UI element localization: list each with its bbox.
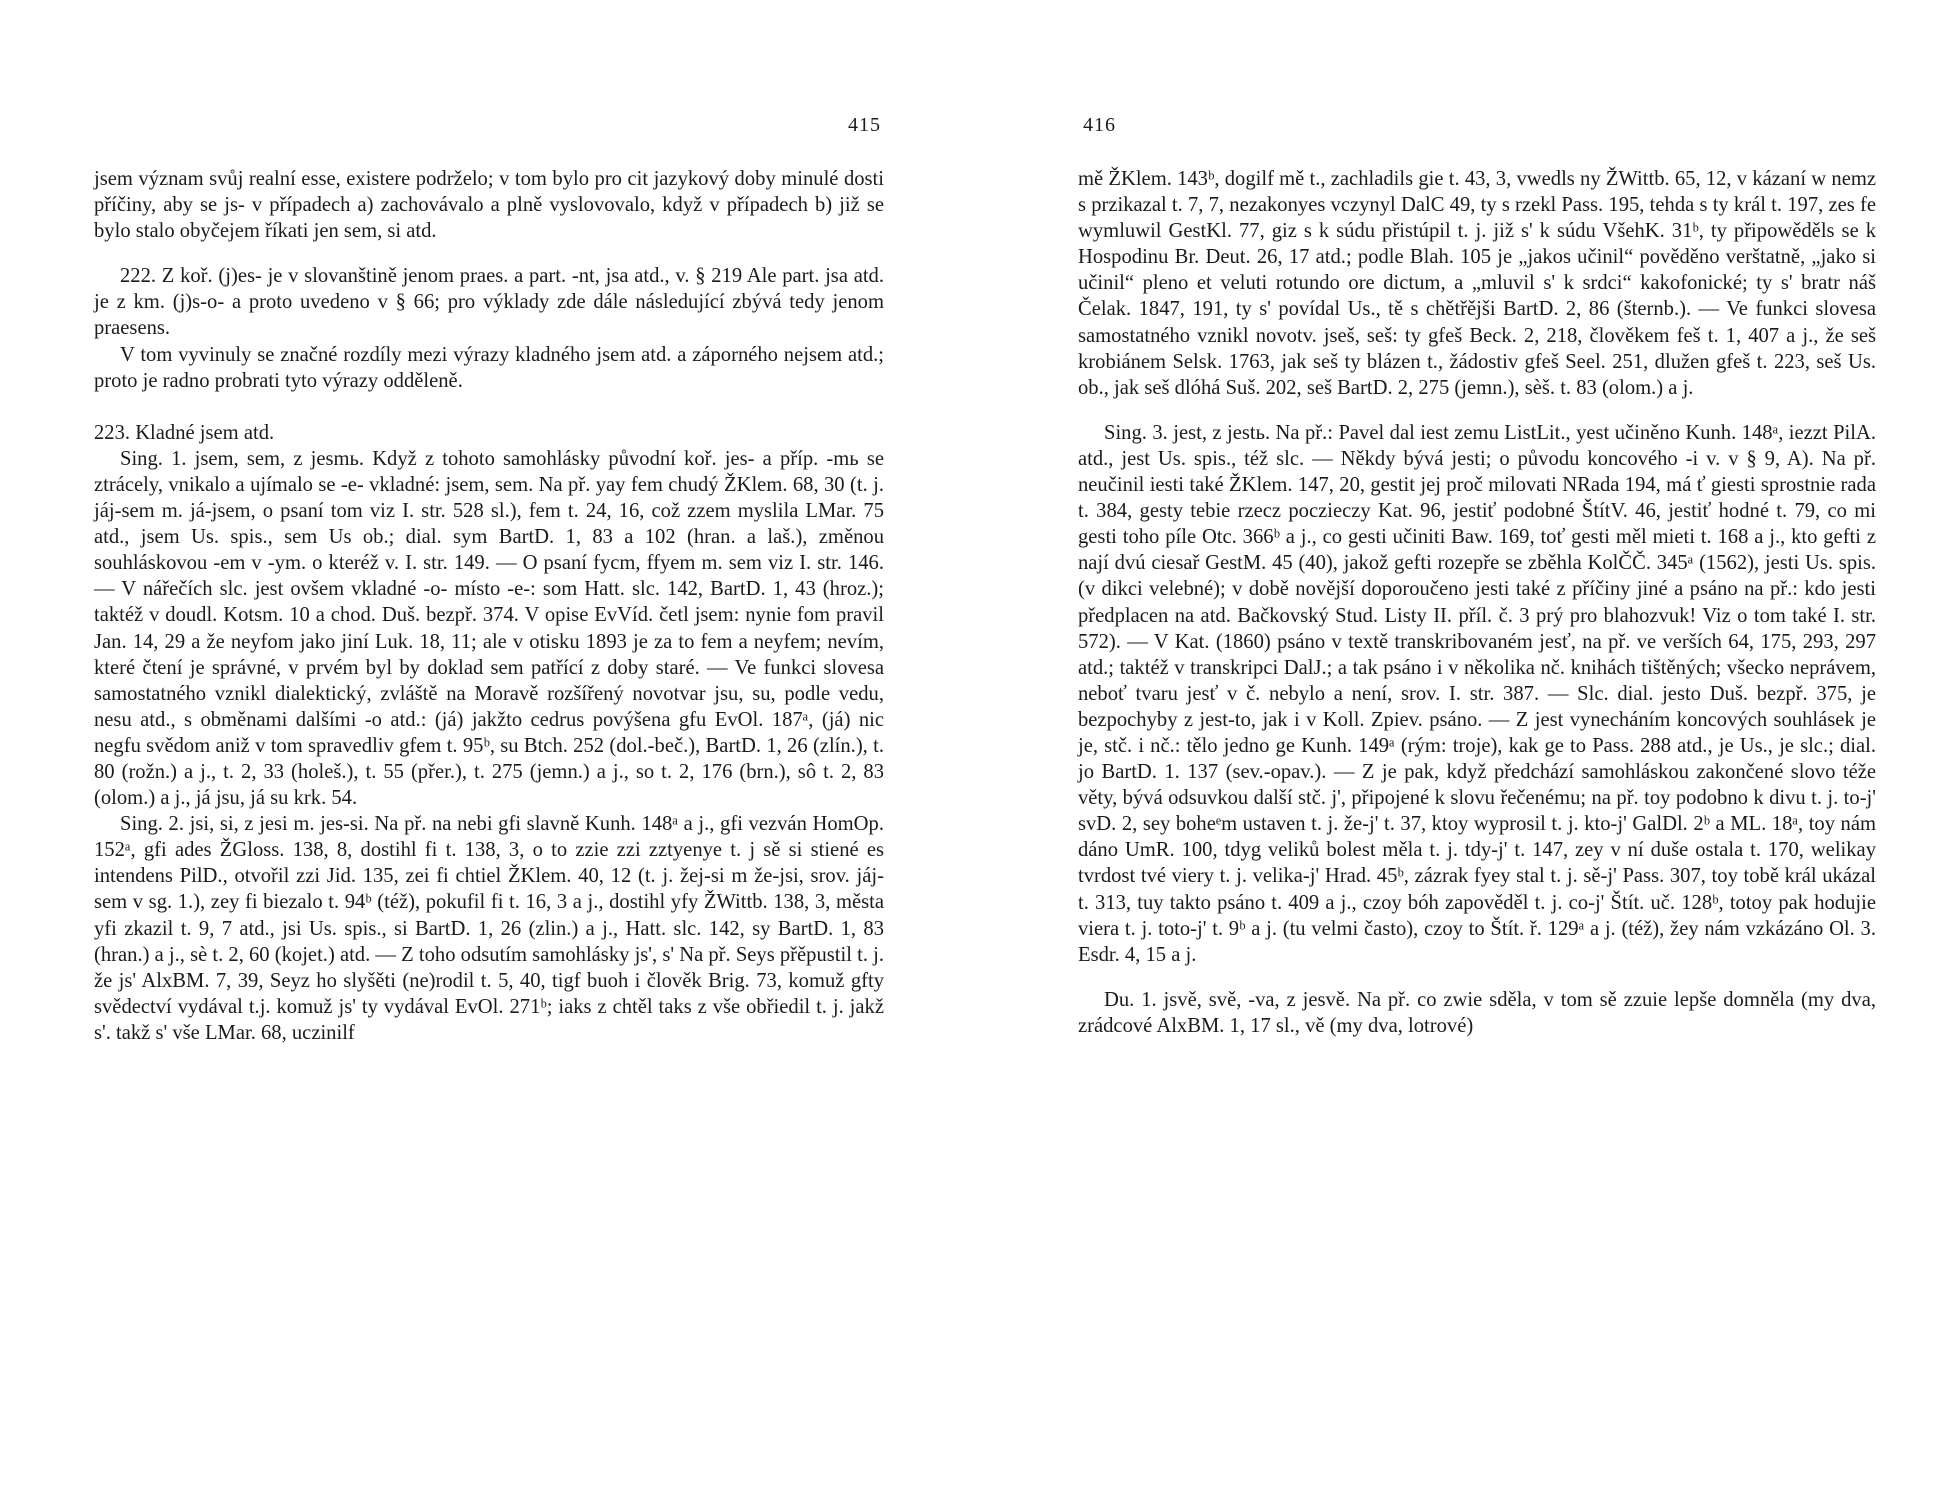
page-number-left: 415 [848,114,881,136]
section-222: 222. Z koř. (j)es- je v slovanštině jenom praes. a part. -nt, jsa atd., v. § 219 Ale part. jsa atd. je z km. (j)s-o- a proto uvedeno v § 66; pro výklady zde dále následující zbývá tedy jenom praesens. [94,265,884,340]
page-number-right: 416 [1083,114,1116,136]
right-column [1078,166,1876,1039]
paragraph: mě ŽKlem. 143ᵇ, dogilf mě t., zachladils gie t. 43, 3, vwedls ny ŽWittb. 65, 12, v kázaní w nemz s przikazal t. 7, 7, nezakonyes vczynyl DalC 49, ty s rzekl Pass. 195, tehda s ty král t. 197, zes fe wymluwil GestKl. 77, giz s k súdu přistúpil t. j. již s' k súdu VšehK. 31ᵇ, ty připowěděls se k Hospodinu Br. Deut. 26, 17 atd.; podle Blah. 105 je „jakos učinil“ pověděno verštatně, „jako si učinil“ pleno et veluti rotundo ore dictum, a „mluvil s' k srdci“ kakofonické; ty s' bratr náš Čelak. 1847, 191, ty s' povídal Us., tě s chětřějši BartD. 2, 86 (šternb.). — Ve funkci slovesa samostatného vznikl novotv. jseš, seš: ty gfeš Beck. 2, 218, člověkem feš t. 1, 407 a j., že seš krobiánem Selsk. 1763, jak seš ty blázen t., žádostiv gfeš Seel. 251, dlužen gfeš t. 223, seš Us. ob., jak seš dlóhá Suš. 202, seš BartD. 2, 275 (jemn.), sèš. t. 83 (olom.) a j. [1078,168,1876,399]
sing-2-paragraph: Sing. 2. jsi, si, z jesi m. jes-si. Na př. na nebi gfi slavně Kunh. 148ᵃ a j., gfi vezván HomOp. 152ᵃ, gfi ades ŽGloss. 138, 8, dostihl fi t. 138, 3, o to zzie zzi zztyenye t. j sě si stiené es intendens PilD., otvořil zzi Jid. 135, zei fi chtiel ŽKlem. 40, 12 (t. j. žej-si m že-jsi, srov. jáj-sem v sg. 1.), zey fi biezalo t. 94ᵇ (též), pokufil fi t. 16, 3 a j., dostihl yfy ŽWittb. 138, 3, města yfi zkazil t. 9, 7 atd., jsi Us. spis., si BartD. 1, 26 (zlin.) a j., Hatt. slc. 142, sy BartD. 1, 83 (hran.) a j., sè t. 2, 60 (kojet.) atd. — Z toho odsutím samohlásky js', s' Na př. Seys přěpustil t. j. že js' AlxBM. 7, 39, Seyz ho slyšěti (ne)rodil t. 5, 40, tigf buoh i člověk Brig. 73, komuž gfty svědectví vydával t.j. komuž js' ty vydával EvOl. 271ᵇ; iaks z chtěl taks z vše obřiedil t. j. jakž s'. takž s' vše LMar. 68, uczinilf [94,813,884,1044]
sing-3-paragraph: Sing. 3. jest, z jestь. Na př.: Pavel dal iest zemu ListLit., yest učiněno Kunh. 148ᵃ, iezzt PilA. atd., jest Us. spis., též slc. — Někdy bývá jesti; o původu koncového -i v. v § 9, A). Na př. neučinil iesti také ŽKlem. 147, 20, gestit jej proč milovati NRada 194, má ť giesti sprostnie rada t. 384, gesty tebie rzecz poczieczy Kat. 96, jestiť podobné ŠtítV. 46, jestiť hodné t. 79, co mi gesti toho píle Otc. 366ᵇ a j., co gesti učiniti Baw. 169, toť gesti měl mieti t. 168 a j., kto gefti z nají dvú ciesař GestM. 45 (40), jakož gefti rozepře se zběhla KolČČ. 345ᵃ (1562), jesti Us. spis. (v dikci velebné); v době novější doporoučeno jesti také z příčiny jiné a psáno na př.: kdo jesti předplacen na atd. Bačkovský Stud. Listy II. příl. č. 3 prý pro blahozvuk! Viz o tom také I. str. 572). — V Kat. (1860) psáno v textě transkribovaném jesť, na př. ve verších 64, 175, 293, 297 atd.; taktéž v transkripci DalJ.; a tak psáno i v několika nč. knihách tištěných; všecko neprávem, neboť tvaru jesť v č. nebylo a není, srov. I. str. 387. — Slc. dial. jesto Duš. bezpř. 375, je bezpochyby z jest-to, jak i v Koll. Zpiev. psáno. — Z jest vynecháním koncových souhlásek je je, stč. i nč.: tělo jedno ge Kunh. 149ᵃ (rým: troje), kak ge to Pass. 288 atd., je Us., je slc.; dial. jo BartD. 1. 137 (sev.-opav.). — Z je pak, když předchází samohláskou zakončené slovo téže věty, bývá odsuvkou další stč. j', připojené k slovu řečenému; na př. toy podobno k divu t. j. to-j' svD. 2, sey boheᵉm ustaven t. j. že-j' t. 37, ktoy wyprosil t. j. kto-j' GalDl. 2ᵇ a ML. 18ᵃ, toy nám dáno UmR. 100, tdyg veliků bolest měla t. j. tdy-j' t. 147, zey v ní duše ostala t. 170, welikay tvrdost tvé viery t. j. velika-j' Hrad. 45ᵇ, zázrak fyey stal t. j. sě-j' Pass. 307, toy tobě král ukázal t. 313, tuy takto psáno t. 409 a j., czoy bóh zapověděl t. j. co-j' Štít. uč. 128ᵇ, totoy pak hodujie viera t. j. toto-j' t. 9ᵇ a j. (tu velmi často), czoy to Štít. ř. 129ᵃ a j. (též), žey nám vzkázáno Ol. 3. Esdr. 4, 15 a j. [1078,421,1876,966]
paragraph: jsem význam svůj realní esse, existere podrželo; v tom bylo pro cit jazykový doby minulé dosti příčiny, aby se js- v případech a) zachovávalo a plně vyslovovalo, když v případech b) již se bylo stalo obyčejem říkati jen sem, si atd. [94,168,884,243]
sing-1-paragraph: Sing. 1. jsem, sem, z jesmь. Když z tohoto samohlásky původní koř. jes- a příp. -mь se ztrácely, vnikalo a ujímalo se -e- vkladné: jsem, sem. Na př. yay fem chudý ŽKlem. 68, 30 (t. j. jáj-sem m. já-jsem, o psaní tom viz I. str. 528 sl.), fem t. 24, 16, což zzem myslila LMar. 75 atd., jsem Us. spis., sem Us ob.; dial. sym BartD. 1, 83 a 102 (hran. a laš.), změnou souhláskovou -em v -ym. o kteréž v. I. str. 149. — O psaní fycm, ffyem m. sem viz I. str. 146. — V nářečích slc. jest ovšem vkladné -o- místo -e-: som Hatt. slc. 142, BartD. 1, 43 (hroz.); taktéž v doudl. Kotsm. 10 a chod. Duš. bezpř. 374. V opise EvVíd. četl jsem: nynie fom pravil Jan. 14, 29 a že neyfom jako jiní Luk. 18, 11; ale v otisku 1893 je za to fem a neyfem; nevím, které čtení je správné, v prvém byl by doklad sem patřící z doby staré. — Ve funkci slovesa samostatného vznikl dialektický, zvláště na Moravě rozšířený novotvar jsu, su, podle vedu, nesu atd., s obměnami dalšími -o atd.: (já) jakžto cedrus povýšena gfu EvOl. 187ᵃ, (já) nic negfu svědom aniž v tom spravedliv gfem t. 95ᵇ, su Btch. 252 (dol.-beč.), BartD. 1, 26 (zlín.), t. 80 (rožn.) a j., t. 2, 33 (holeš.), t. 55 (přer.), t. 275 (jemn.) a j., so t. 2, 176 (brn.), sô t. 2, 83 (olom.) a j., já jsu, já su krk. 54. [94,447,884,810]
du-1-paragraph: Du. 1. jsvě, svě, -va, z jesvě. Na př. co zwie sděla, v tom sě zzuie lepše domněla (my dva, zrádcové AlxBM. 1, 17 sl., vě (my dva, lotrové) [1078,988,1876,1037]
paragraph: V tom vyvinuly se značné rozdíly mezi výrazy kladného jsem atd. a záporného nejsem atd.; proto je radno probrati tyto výrazy odděleně. [94,343,884,392]
section-223-heading: 223. Kladné jsem atd. [94,421,275,444]
left-column [94,166,884,1046]
